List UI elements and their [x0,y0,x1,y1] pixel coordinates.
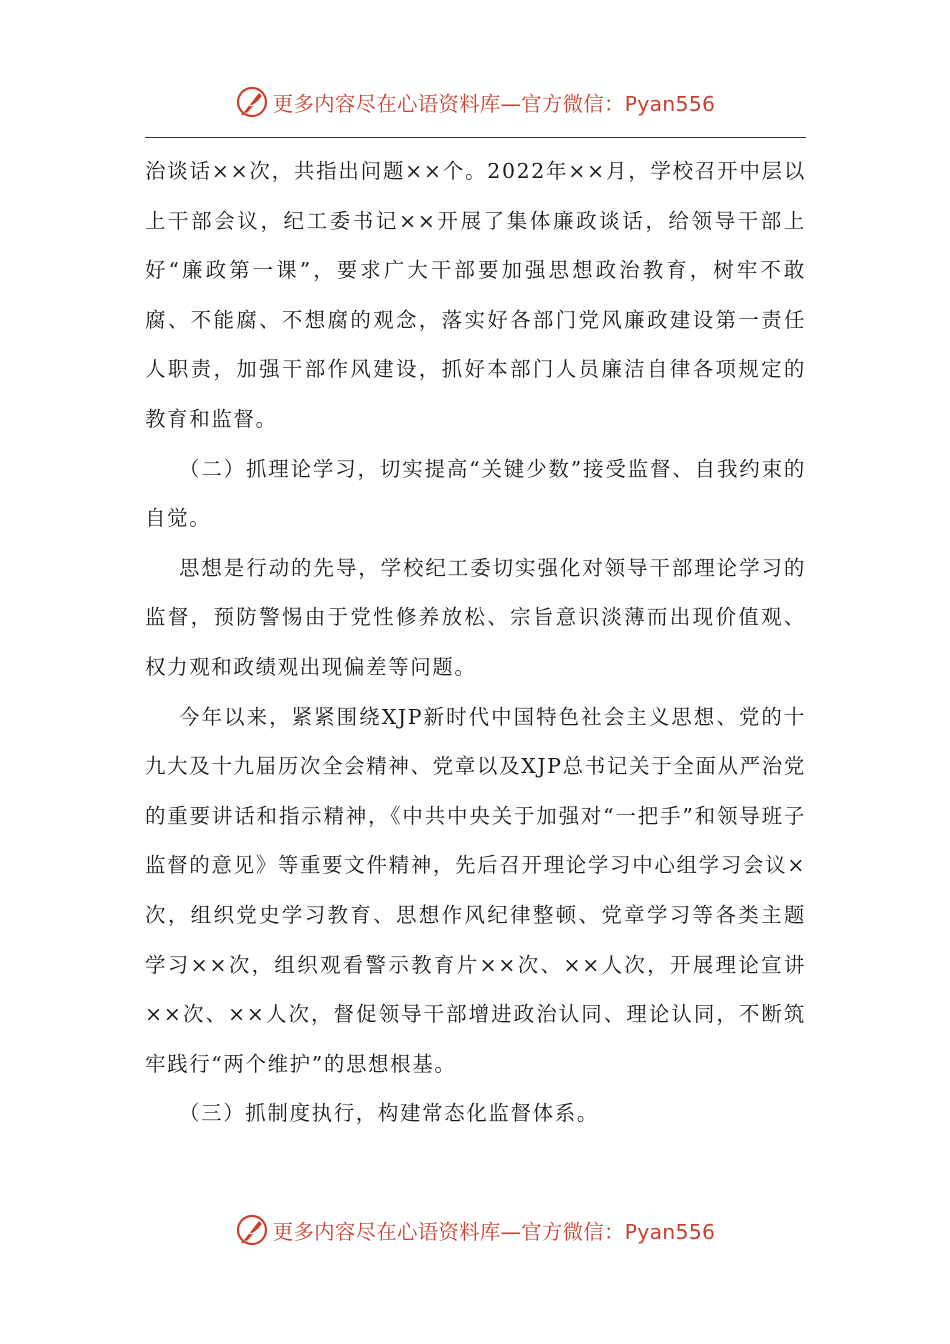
body-paragraph: 治谈话××次，共指出问题××个。2022年××月，学校召开中层以上干部会议，纪工委书记××开展了集体廉政谈话，给领导干部上好“廉政第一课”，要求广大干部要加强思想政治教育，树牢不敢腐、不能腐、不想腐的观念，落实好各部门党风廉政建设第一责任人职责，加强干部作风建设，抓好本部门人员廉洁自律各项规定的教育和监督。 [145,159,806,431]
header-banner [0,82,950,122]
quill-pen-logo-icon [235,85,269,119]
body-paragraph: 思想是行动的先导，学校纪工委切实强化对领导干部理论学习的监督，预防警惕由于党性修养放松、宗旨意识淡薄而出现价值观、权力观和政绩观出现偏差等问题。 [145,555,806,679]
header-divider [145,137,806,138]
section-heading: （三）抓制度执行，构建常态化监督体系。 [179,1101,599,1126]
body-paragraph: 今年以来，紧紧围绕XJP新时代中国特色社会主义思想、党的十九大及十九届历次全会精神、党章以及XJP总书记关于全面从严治党的重要讲话和指示精神，《中共中央关于加强对“一把手”和领导班子监督的意见》等重要文件精神，先后召开理论学习中心组学习会议×次，组织党史学习教育、思想作风纪律整顿、党章学习等各类主题学习××次，组织观看警示教育片××次、××人次，开展理论宣讲××次、××人次，督促领导干部增进政治认同、理论认同，不断筑牢践行“两个维护”的思想根基。 [145,704,806,1076]
document-body [145,147,806,1139]
banner-text: 更多内容尽在心语资料库—官方微信：Pyan556 [272,1220,716,1244]
quill-pen-logo-icon [235,1213,269,1247]
banner-text: 更多内容尽在心语资料库—官方微信：Pyan556 [272,92,716,116]
section-heading: （二）抓理论学习，切实提高“关键少数”接受监督、自我约束的自觉。 [145,456,806,531]
footer-banner [0,1210,950,1250]
